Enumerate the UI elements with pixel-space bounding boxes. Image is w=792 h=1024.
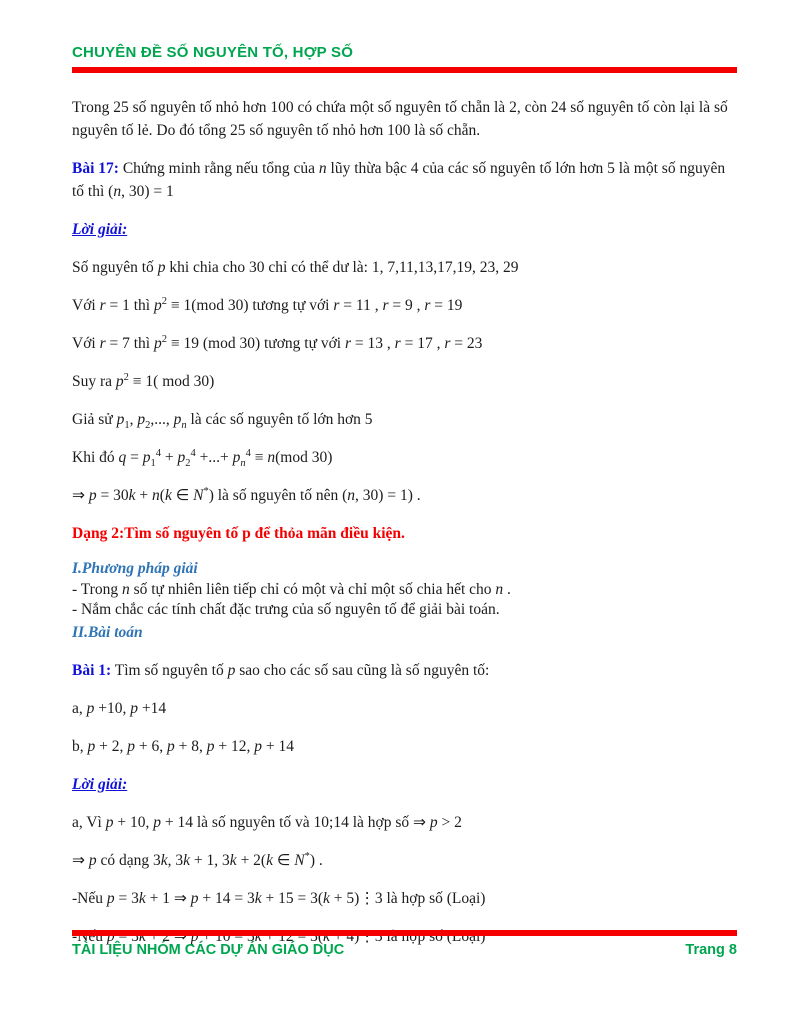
problem-17: Bài 17: Chứng minh rằng nếu tổng của n lũy thừa bậc 4 của các số nguyên tố lớn hơn 5 là một số nguyên tố thì (n, 30) = 1 [72, 160, 726, 200]
method-point-2: - Nắm chắc các tính chất đặc trưng của số nguyên tố để giải bài toán. [72, 601, 500, 618]
header-rule [72, 67, 737, 73]
page-number: Trang 8 [685, 942, 737, 958]
solution-1a-case1: -Nếu p = 3k + 1 ⇒ p + 14 = 3k + 15 = 3(k + 5)⋮3 là hợp số (Loại) [72, 889, 486, 907]
sum-powers-line: Khi đó $q = p_1^4 + p_2^4$ +...+ $p_n^4 \equiv n(mod$ 30) [72, 447, 333, 470]
solution-label: Lời giải: [72, 221, 128, 238]
case-r7-line: Với r = 7 thì $p^2 \equiv 19$ (mod 30) tương tự với r = 13 , r = 17 , r = 23 [72, 333, 483, 352]
document-body [72, 79, 737, 963]
problem-1a: a, p +10, p +14 [72, 699, 167, 717]
problems-heading: II.Bài toán [72, 623, 143, 641]
section-heading-dang2: Dạng 2:Tìm số nguyên tố p để thỏa mãn điều kiện. [72, 525, 405, 542]
solution-1a-case2: -Nếu p = 3k + 2 ⇒ p + 10 = 3k + 12 = 3(k + 4)⋮3 là hợp số (Loại) [72, 927, 486, 945]
document-content [72, 96, 737, 948]
final-implication-line: ⇒ p = 30k + n(k ∈ N*) là số nguyên tố nên (n, 30) = 1) . [72, 485, 421, 504]
intro-paragraph: Trong 25 số nguyên tố nhỏ hơn 100 có chứa một số nguyên tố chẵn là 2, còn 24 số nguyên tố còn lại là số nguyên tố lẻ. Do đó tổng 25 số nguyên tố nhỏ hơn 100 là số chẵn. [72, 99, 728, 139]
solution-1a-start: a, Vì p + 10, p + 14 là số nguyên tố và 10;14 là hợp số ⇒ p > 2 [72, 813, 462, 831]
document-title: CHUYÊN ĐỀ SỐ NGUYÊN TỐ, HỢP SỐ [72, 44, 354, 61]
conclusion-mod-line: Suy ra $p^2 \equiv 1$( mod 30) [72, 371, 215, 390]
footer-publisher: TÀI LIỆU NHÓM CÁC DỰ ÁN GIÁO DỤC [72, 942, 345, 958]
problem-1: Bài 1: Tìm số nguyên tố p sao cho các số sau cũng là số nguyên tố: [72, 661, 490, 679]
method-heading: I.Phương pháp giải [72, 560, 198, 577]
case-r1-line: Với r = 1 thì $p^2 \equiv 1(mod$ 30) tương tự với r = 11 , r = 9 , r = 19 [72, 295, 463, 314]
solution-1a-forms: ⇒ p có dạng 3k, 3k + 1, 3k + 2(k ∈ N*) . [72, 850, 323, 869]
remainders-line: Số nguyên tố p khi chia cho 30 chỉ có thể dư là: 1, 7,11,13,17,19, 23, 29 [72, 259, 519, 276]
method-point-1: - Trong n số tự nhiên liên tiếp chỉ có một và chỉ một số chia hết cho n . [72, 580, 511, 598]
page-footer [72, 930, 737, 958]
assume-primes-line: Giả sử $p_1$, $p_2$,..., $p_n$ là các số nguyên tố lớn hơn 5 [72, 411, 373, 432]
footer-rule [72, 930, 737, 936]
page-header [72, 0, 737, 73]
problem-1b: b, p + 2, p + 6, p + 8, p + 12, p + 14 [72, 737, 294, 755]
solution-label-2: Lời giải: [72, 775, 128, 793]
